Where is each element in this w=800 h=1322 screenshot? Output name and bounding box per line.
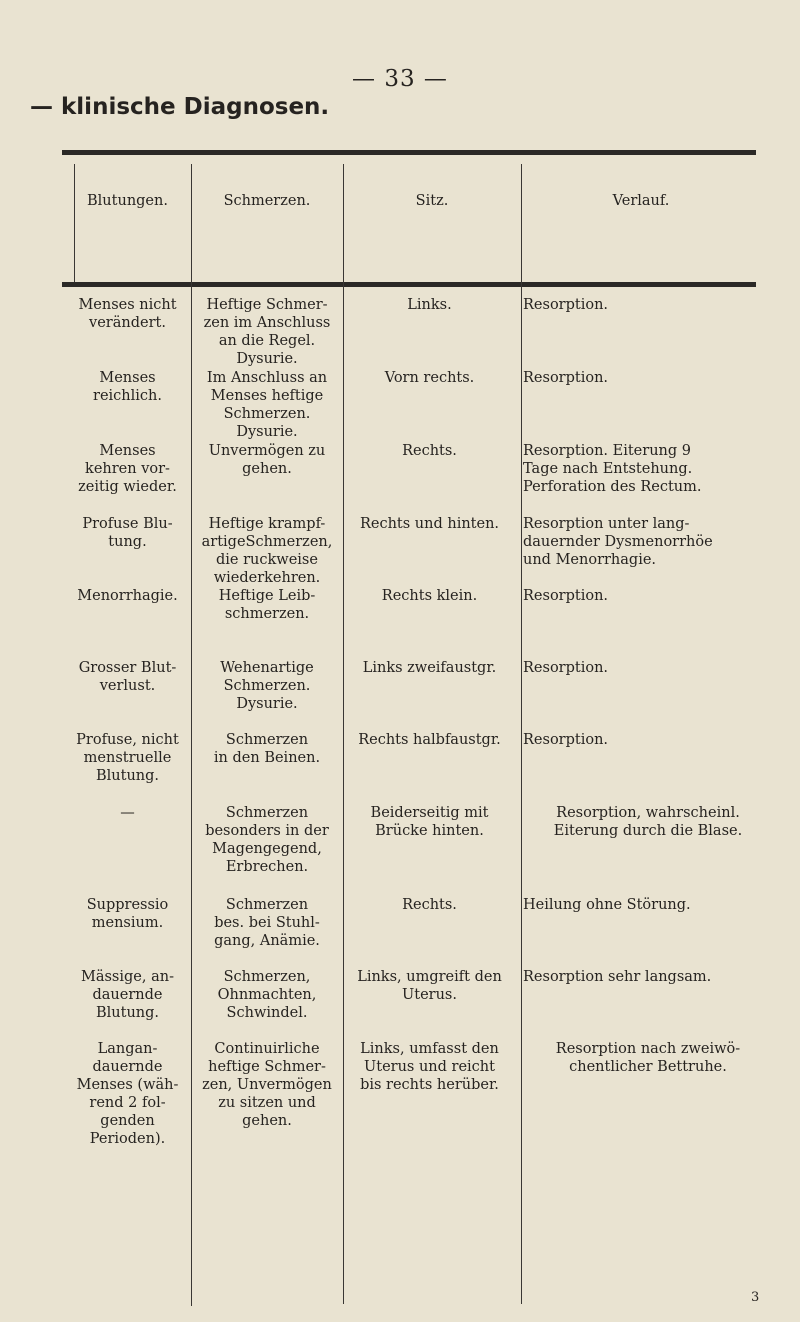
cell-line: Resorption. bbox=[523, 660, 609, 676]
cell-line: mensium. bbox=[91, 915, 164, 931]
cell-sitz bbox=[343, 442, 516, 460]
cell-line: Vorn rechts. bbox=[384, 370, 475, 386]
cell-schmerzen bbox=[191, 442, 343, 478]
cell-line: artigeSchmerzen, bbox=[201, 534, 333, 550]
cell-line: Heftige Leib- bbox=[218, 588, 316, 604]
cell-verlauf bbox=[523, 968, 773, 986]
cell-line: gehen. bbox=[242, 1113, 292, 1129]
cell-line: Uterus und reicht bbox=[364, 1059, 495, 1075]
cell-line: Magengegend, bbox=[212, 841, 322, 857]
cell-line: zen, Unvermögen bbox=[202, 1077, 332, 1093]
cell-sitz bbox=[343, 804, 516, 840]
cell-line: Resorption, wahrscheinl. bbox=[556, 805, 740, 821]
cell-line: Rechts. bbox=[402, 443, 457, 459]
cell-line: gang, Anämie. bbox=[214, 933, 320, 949]
cell-sitz bbox=[343, 587, 516, 605]
cell-line: Menorrhagie. bbox=[77, 588, 178, 604]
column-header-schmerzen: Schmerzen. bbox=[223, 193, 311, 209]
cell-schmerzen bbox=[191, 659, 343, 713]
cell-schmerzen bbox=[191, 296, 343, 368]
cell-line: Uterus. bbox=[402, 987, 457, 1003]
column-header-blutungen: Blutungen. bbox=[87, 193, 168, 209]
cell-line: Schmerzen bbox=[225, 732, 309, 748]
cell-line: Ohnmachten, bbox=[217, 987, 317, 1003]
cell-line: bes. bei Stuhl- bbox=[214, 915, 320, 931]
page-number: — 33 — bbox=[352, 66, 448, 92]
cell-line: menstruelle bbox=[83, 750, 172, 766]
cell-verlauf bbox=[523, 587, 773, 605]
cell-line: reichlich. bbox=[93, 388, 162, 404]
cell-verlauf bbox=[523, 731, 773, 749]
cell-verlauf bbox=[523, 442, 773, 496]
cell-sitz bbox=[343, 968, 516, 1004]
cell-line: schmerzen. bbox=[224, 606, 310, 622]
cell-line: Rechts. bbox=[402, 897, 457, 913]
cell-line: kehren vor- bbox=[85, 461, 170, 477]
cell-schmerzen bbox=[191, 968, 343, 1022]
cell-schmerzen bbox=[191, 587, 343, 623]
cell-line: Schmerzen. bbox=[223, 406, 311, 422]
cell-line: Rechts und hinten. bbox=[359, 516, 500, 532]
cell-blutungen bbox=[64, 587, 191, 605]
cell-schmerzen bbox=[191, 731, 343, 767]
cell-line: chentlicher Bettruhe. bbox=[569, 1059, 727, 1075]
cell-verlauf bbox=[523, 515, 773, 569]
cell-line: Resorption. bbox=[523, 732, 609, 748]
cell-line: Resorption nach zweiwö- bbox=[555, 1041, 741, 1057]
cell-line: Im Anschluss an bbox=[206, 370, 328, 386]
cell-blutungen bbox=[64, 896, 191, 932]
column-divider bbox=[521, 164, 522, 1304]
cell-line: verändert. bbox=[89, 315, 166, 331]
cell-line: Links, umfasst den bbox=[360, 1041, 499, 1057]
cell-line: Blutung. bbox=[95, 1005, 160, 1021]
cell-line: Langan- bbox=[97, 1041, 158, 1057]
cell-line: Schwindel. bbox=[226, 1005, 308, 1021]
cell-line: Dysurie. bbox=[236, 424, 298, 440]
cell-line: Resorption. bbox=[523, 588, 609, 604]
cell-verlauf bbox=[523, 296, 773, 314]
cell-line: Resorption. bbox=[523, 297, 609, 313]
cell-line: Menses nicht bbox=[78, 297, 177, 313]
cell-line: besonders in der bbox=[205, 823, 329, 839]
column-header-sitz: Sitz. bbox=[415, 193, 449, 209]
column-divider bbox=[74, 164, 75, 282]
cell-verlauf bbox=[523, 659, 773, 677]
cell-line: Unvermögen zu bbox=[208, 443, 326, 459]
cell-blutungen bbox=[64, 515, 191, 551]
cell-line: gehen. bbox=[242, 461, 292, 477]
cell-line: tung. bbox=[108, 534, 147, 550]
cell-line: Menses bbox=[99, 370, 156, 386]
cell-line: zen im Anschluss bbox=[203, 315, 331, 331]
cell-line: und Menorrhagie. bbox=[523, 552, 657, 568]
cell-line: Schmerzen. bbox=[223, 678, 311, 694]
cell-line: Heftige krampf- bbox=[208, 516, 326, 532]
cell-line: Erbrechen. bbox=[225, 859, 309, 875]
cell-schmerzen bbox=[191, 515, 343, 587]
cell-schmerzen bbox=[191, 1040, 343, 1130]
column-header-verlauf: Verlauf. bbox=[612, 193, 670, 209]
cell-sitz bbox=[343, 1040, 516, 1094]
cell-line: Rechts halbfaustgr. bbox=[358, 732, 501, 748]
cell-sitz bbox=[343, 731, 516, 749]
cell-line: rend 2 fol- bbox=[89, 1095, 166, 1111]
table-top-rule bbox=[62, 150, 756, 155]
footer-mark: 3 bbox=[751, 1290, 760, 1305]
cell-blutungen bbox=[64, 1040, 191, 1148]
page-heading: — klinische Diagnosen. bbox=[30, 94, 330, 120]
cell-line: — bbox=[120, 805, 135, 821]
cell-line: Continuirliche bbox=[214, 1041, 320, 1057]
cell-line: Grosser Blut- bbox=[78, 660, 177, 676]
cell-line: wiederkehren. bbox=[213, 570, 321, 586]
cell-blutungen bbox=[64, 296, 191, 332]
cell-line: Dysurie. bbox=[236, 696, 298, 712]
cell-blutungen bbox=[64, 804, 191, 822]
cell-line: heftige Schmer- bbox=[208, 1059, 326, 1075]
cell-line: Resorption unter lang- bbox=[523, 516, 690, 532]
cell-line: Menses heftige bbox=[210, 388, 324, 404]
cell-line: zu sitzen und bbox=[218, 1095, 316, 1111]
cell-line: Menses bbox=[99, 443, 156, 459]
cell-sitz bbox=[343, 515, 516, 533]
cell-sitz bbox=[343, 896, 516, 914]
cell-line: Brücke hinten. bbox=[375, 823, 484, 839]
cell-line: in den Beinen. bbox=[213, 750, 321, 766]
cell-line: dauernde bbox=[92, 987, 163, 1003]
cell-sitz bbox=[343, 296, 516, 314]
cell-line: Resorption. bbox=[523, 370, 609, 386]
cell-line: Links. bbox=[407, 297, 452, 313]
cell-line: Rechts klein. bbox=[381, 588, 478, 604]
cell-verlauf bbox=[523, 804, 773, 840]
cell-line: Profuse Blu- bbox=[82, 516, 173, 532]
cell-line: Schmerzen, bbox=[223, 969, 311, 985]
cell-line: Eiterung durch die Blase. bbox=[553, 823, 743, 839]
cell-line: Beiderseitig mit bbox=[370, 805, 489, 821]
cell-schmerzen bbox=[191, 804, 343, 876]
cell-line: Menses (wäh- bbox=[76, 1077, 179, 1093]
cell-line: Mässige, an- bbox=[81, 969, 174, 985]
cell-line: Resorption sehr langsam. bbox=[523, 969, 712, 985]
cell-line: Perforation des Rectum. bbox=[523, 479, 702, 495]
cell-blutungen bbox=[64, 442, 191, 496]
table-header-rule bbox=[62, 282, 756, 287]
cell-verlauf bbox=[523, 369, 773, 387]
cell-line: Heilung ohne Störung. bbox=[523, 897, 691, 913]
cell-blutungen bbox=[64, 659, 191, 695]
cell-line: Links zweifaustgr. bbox=[362, 660, 497, 676]
cell-line: die ruckweise bbox=[216, 552, 318, 568]
cell-line: dauernder Dysmenorrhöe bbox=[523, 534, 713, 550]
cell-line: Links, umgreift den bbox=[357, 969, 502, 985]
cell-line: genden bbox=[100, 1113, 155, 1129]
cell-line: Profuse, nicht bbox=[76, 732, 179, 748]
cell-schmerzen bbox=[191, 896, 343, 950]
cell-line: dauernde bbox=[92, 1059, 163, 1075]
cell-line: Tage nach Entstehung. bbox=[523, 461, 693, 477]
cell-line: Perioden). bbox=[89, 1131, 166, 1147]
cell-schmerzen bbox=[191, 369, 343, 441]
cell-line: Resorption. Eiterung 9 bbox=[523, 443, 691, 459]
cell-line: an die Regel. bbox=[218, 333, 316, 349]
cell-line: zeitig wieder. bbox=[78, 479, 177, 495]
cell-line: verlust. bbox=[99, 678, 156, 694]
cell-line: Suppressio bbox=[86, 897, 169, 913]
cell-blutungen bbox=[64, 968, 191, 1022]
cell-sitz bbox=[343, 659, 516, 677]
cell-verlauf bbox=[523, 1040, 773, 1076]
cell-line: Wehenartige bbox=[220, 660, 314, 676]
cell-line: Schmerzen bbox=[225, 897, 309, 913]
cell-verlauf bbox=[523, 896, 773, 914]
cell-line: Schmerzen bbox=[225, 805, 309, 821]
cell-sitz bbox=[343, 369, 516, 387]
cell-line: Heftige Schmer- bbox=[206, 297, 328, 313]
cell-blutungen bbox=[64, 731, 191, 785]
cell-line: bis rechts herüber. bbox=[360, 1077, 499, 1093]
cell-blutungen bbox=[64, 369, 191, 405]
cell-line: Blutung. bbox=[95, 768, 160, 784]
cell-line: Dysurie. bbox=[236, 351, 298, 367]
